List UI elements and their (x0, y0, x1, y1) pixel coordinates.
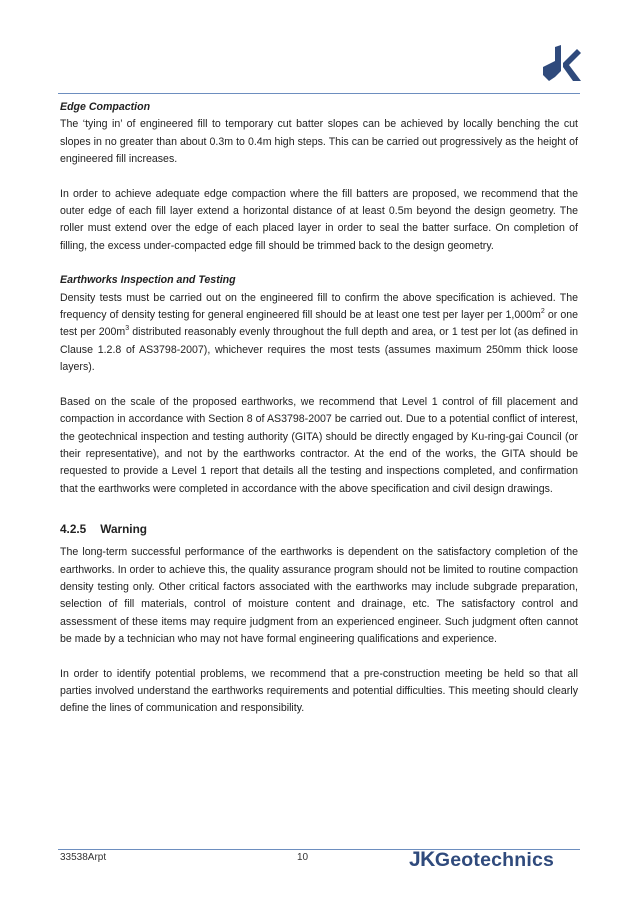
brand-jk: JK (409, 848, 435, 871)
section-number: 4.2.5 (60, 522, 87, 537)
inspection-testing-heading: Earthworks Inspection and Testing (60, 274, 236, 287)
inspection-testing-para-1: Density tests must be carried out on the engineered fill to confirm the above specification is achieved. The frequency of density testing for general engineered fill should be at least one test per layer per $1,000m^2$ or one test per $200m^3$ distributed reasonably evenly throughout the full depth and area, or 1 test per lot (as defined in Clause 1.2.8 of AS3798-2007), whichever requires the most tests (assumes maximum 250mm thick loose layers). (60, 291, 579, 374)
inspection-testing-para-2: Based on the scale of the proposed earthworks, we recommend that Level 1 control of fill placement and compaction in accordance with Section 8 of AS3798-2007 be carried out. Due to a potential conflict of interest, the geotechnical inspection and testing authority (GITA) should be directly engaged by Ku-ring-gai Council (or their representative), and not by the earthworks contractor. At the end of the works, the GITA should be requested to provide a Level 1 report that details all the testing and inspections completed, and confirmation that the earthworks were completed in accordance with the above specification and civil design drawings. (60, 395, 578, 495)
page-number: 10 (297, 852, 309, 863)
header-divider (58, 93, 580, 94)
jk-logo-icon (541, 45, 581, 83)
edge-compaction-para-2: In order to achieve adequate edge compaction where the fill batters are proposed, we recommend that the outer edge of each fill layer extend a horizontal distance of at least 0.5m beyond the design geometry. The roller must extend over the edge of each placed layer in order to seal the batter surface. On completion of filling, the excess under-compacted edge fill should be trimmed back to the design geometry. (60, 187, 578, 252)
section-title: Warning (100, 522, 147, 537)
warning-para-2: In order to identify potential problems, we recommend that a pre-construction meeting be held so that all parties involved understand the earthworks requirements and potential difficulties. This meeting should clearly define the lines of communication and responsibility. (60, 667, 578, 715)
edge-compaction-heading: Edge Compaction (60, 101, 151, 113)
edge-compaction-para-1: The ‘tying in’ of engineered fill to temporary cut batter slopes can be achieved by locally benching the cut slopes in no greater than about 0.3m to 0.4m high steps. This can be carried out progressively as the height of engineered fill increases. (60, 118, 578, 166)
brand-name: Geotechnics (434, 849, 555, 871)
report-reference: 33538Arpt (60, 852, 107, 863)
warning-para-1: The long-term successful performance of the earthworks is dependent on the satisfactory completion of the earthworks. In order to achieve this, the quality assurance program should not be limited to routine compaction density testing only. Other critical factors associated with the earthworks may include subgrade preparation, selection of fill materials, control of moisture content and drainage, etc. The satisfactory control and assessment of these items may require judgment from an experienced engineer. Such judgment often cannot be made by a technician who may not have formal engineering qualifications and experience. (60, 546, 578, 646)
report-body (60, 99, 578, 718)
warning-section-heading (60, 520, 578, 538)
brand-logo (409, 848, 554, 872)
